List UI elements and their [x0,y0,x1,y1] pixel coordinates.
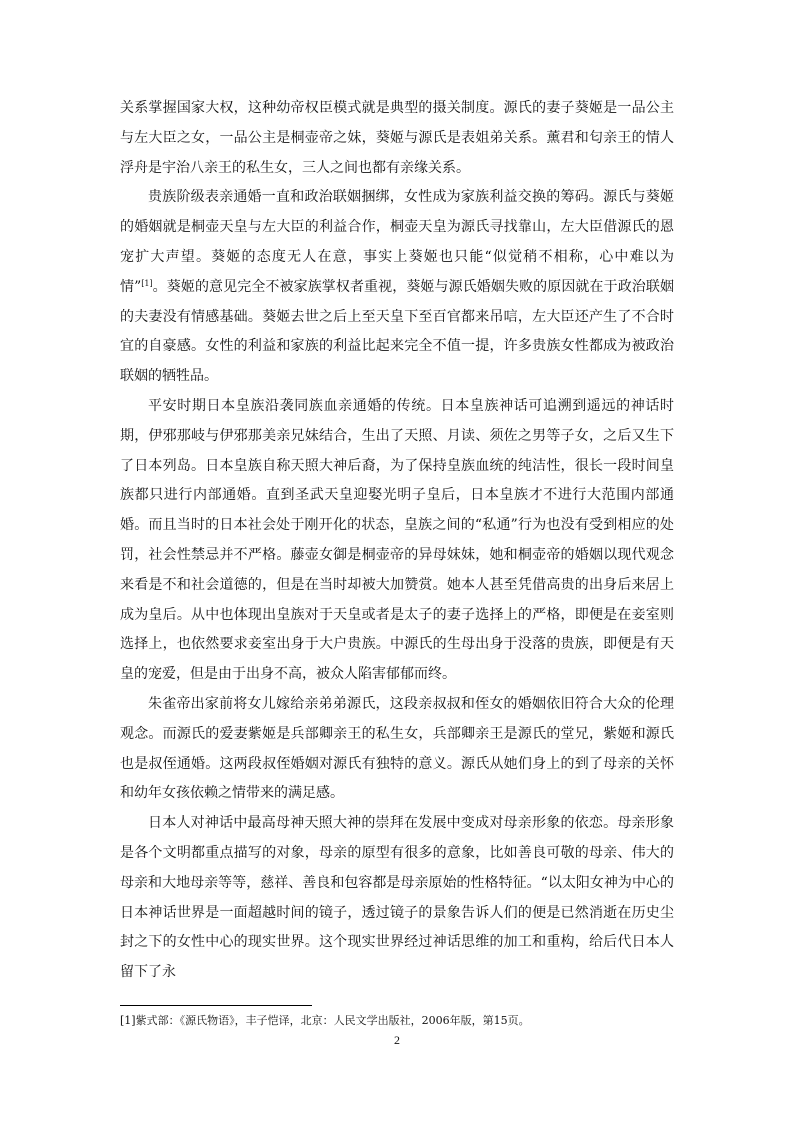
page-number: 2 [394,1033,400,1047]
footnote: [1]紫式部：《源氏物语》，丰子恺译，北京：人民文学出版社，2006年版，第15页。 [120,1014,530,1027]
footnote-reference[interactable]: [1] [141,278,153,288]
paragraph [120,183,674,392]
paragraph: 平安时期日本皇族沿袭同族血亲通婚的传统。日本皇族神话可追溯到遥远的神话时期，伊邪那岐与伊邪那美亲兄妹结合，生出了天照、月读、须佐之男等子女，之后又生下了日本列岛。日本皇族自称天照大神后裔，为了保持皇族血统的纯洁性，很长一段时间皇族都只进行内部通婚。直到圣武天皇迎娶光明子皇后，日本皇族才不进行大范围内部通婚。而且当时的日本社会处于刚开化的状态，皇族之间的“私通”行为也没有受到相应的处罚，社会性禁忌并不严格。藤壶女御是桐壶帝的异母妹妹，她和桐壶帝的婚姻以现代观念来看是不和社会道德的，但是在当时却被大加赞赏。她本人甚至凭借高贵的出身后来居上成为皇后。从中也体现出皇族对于天皇或者是太子的妻子选择上的严格，即便是在妾室则选择上，也依然要求妾室出身于大户贵族。中源氏的生母出身于没落的贵族，即便是有天皇的宠爱，但是由于出身不高，被众人陷害郁郁而终。 [120,397,674,683]
paragraph-text: 贵族阶级表亲通婚一直和政治联姻捆绑，女性成为家族利益交换的筹码。源氏与葵姬的婚姻就是桐壶天皇与左大臣的利益合作，桐壶天皇为源氏寻找靠山，左大臣借源氏的恩宠扩大声望。葵姬的态度无人在意，事实上葵姬也只能“似觉稍不相称，心中难以为情” [120,189,674,295]
paragraph: 朱雀帝出家前将女儿嫁给亲弟弟源氏，这段亲叔叔和侄女的婚姻依旧符合大众的伦理观念。而源氏的爱妻紫姬是兵部卿亲王的私生女，兵部卿亲王是源氏的堂兄，紫姬和源氏也是叔侄通婚。这两段叔侄婚姻对源氏有独特的意义。源氏从她们身上的到了母亲的关怀和幼年女孩依赖之情带来的满足感。 [120,695,674,802]
paragraph: 日本人对神话中最高母神天照大神的崇拜在发展中变成对母亲形象的依恋。母亲形象是各个文明都重点描写的对象，母亲的原型有很多的意象，比如善良可敬的母亲、伟大的母亲和大地母亲等等，慈祥、善良和包容都是母亲原始的性格特征。“以太阳女神为中心的日本神话世界是一面超越时间的镜子，透过镜子的景象告诉人们的便是已然消逝在历史尘封之下的女性中心的现实世界。这个现实世界经过神话思维的加工和重构，给后代日本人留下了永 [120,815,674,981]
paragraph: 关系掌握国家大权，这种幼帝权臣模式就是典型的摄关制度。源氏的妻子葵姬是一品公主与左大臣之女，一品公主是桐壶帝之妹，葵姬与源氏是表姐弟关系。薰君和匂亲王的情人浮舟是宇治八亲王的私生女，三人之间也都有亲缘关系。 [120,100,674,176]
body-text [120,94,674,988]
paragraph-text: 。葵姬的意见完全不被家族掌权者重视，葵姬与源氏婚姻失败的原因就在于政治联姻的夫妻没有情感基础。葵姬去世之后上至天皇下至百官都来吊唁，左大臣还产生了不合时宜的自豪感。女性的利益和家族的利益比起来完全不值一提，许多贵族女性都成为被政治联姻的牺牲品。 [120,278,674,385]
footnote-divider [120,1005,312,1006]
